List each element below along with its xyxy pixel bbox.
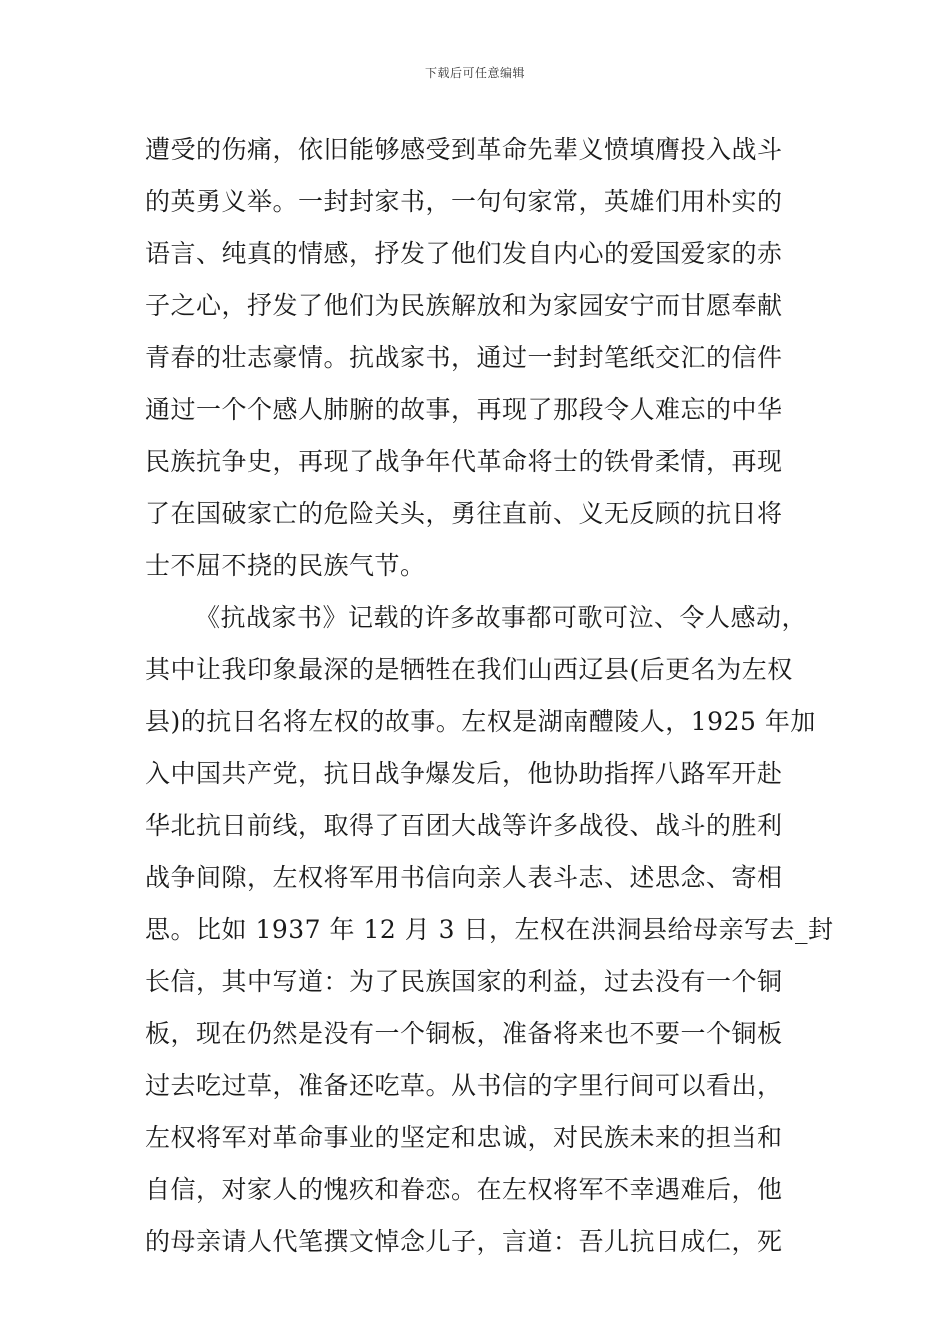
text-line: 遭受的伤痛，依旧能够感受到革命先辈义愤填膺投入战斗: [145, 135, 783, 164]
text-line: 通过一个个感人肺腑的故事，再现了那段令人难忘的中华: [145, 395, 783, 424]
text-line: 思。比如 1937 年 12 月 3 日，左权在洪洞县给母亲写去_封: [145, 915, 834, 944]
document-body: [145, 124, 834, 1268]
text-line: 战争间隙，左权将军用书信向亲人表斗志、述思念、寄相: [145, 863, 783, 892]
text-line: 了在国破家亡的危险关头，勇往直前、义无反顾的抗日将: [145, 499, 783, 528]
text-line: 华北抗日前线，取得了百团大战等许多战役、战斗的胜利: [145, 811, 783, 840]
text-line: 青春的壮志豪情。抗战家书，通过一封封笔纸交汇的信件: [145, 343, 783, 372]
text-line: 的英勇义举。一封封家书，一句句家常，英雄们用朴实的: [145, 187, 783, 216]
text-line: 语言、纯真的情感，抒发了他们发自内心的爱国爱家的赤: [145, 239, 783, 268]
text-line: 长信，其中写道：为了民族国家的利益，过去没有一个铜: [145, 967, 783, 996]
text-line: 入中国共产党，抗日战争爆发后，他协助指挥八路军开赴: [145, 759, 783, 788]
text-line: 民族抗争史，再现了战争年代革命将士的铁骨柔情，再现: [145, 447, 783, 476]
text-line: 士不屈不挠的民族气节。: [145, 551, 426, 580]
text-line: 其中让我印象最深的是牺牲在我们山西辽县(后更名为左权: [145, 655, 793, 684]
text-line: 过去吃过草，准备还吃草。从书信的字里行间可以看出，: [145, 1071, 783, 1100]
text-line: 板，现在仍然是没有一个铜板，准备将来也不要一个铜板: [145, 1019, 783, 1048]
paragraph-start-line: 《抗战家书》记载的许多故事都可歌可泣、令人感动，: [195, 603, 808, 632]
text-line: 子之心，抒发了他们为民族解放和为家园安宁而甘愿奉献: [145, 291, 783, 320]
text-line: 左权将军对革命事业的坚定和忠诚，对民族未来的担当和: [145, 1123, 783, 1152]
text-line: 的母亲请人代笔撰文悼念儿子，言道：吾儿抗日成仁，死: [145, 1227, 783, 1256]
text-line: 自信，对家人的愧疚和眷恋。在左权将军不幸遇难后，他: [145, 1175, 783, 1204]
text-line: 县)的抗日名将左权的故事。左权是湖南醴陵人，1925 年加: [145, 707, 816, 736]
page-header: 下载后可任意编辑: [424, 66, 525, 80]
